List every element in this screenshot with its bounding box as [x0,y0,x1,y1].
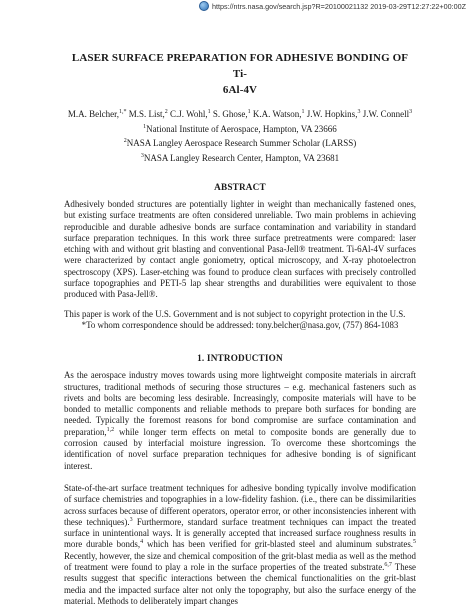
abstract-body: Adhesively bonded structures are potentially lighter in weight than mechanically fastened ones, but existing surface treatments are often considered unreliable. Two main problems in achieving reproducible and durable adhesive bonds are surface contamination and variability in standard surface preparation techniques. In this work three surface pretreatments were compared: laser etching with and without grit blasting and conventional Pasa-Jell® treatment. Ti-6Al-4V surfaces were characterized by contact angle goniometry, optical microscopy, and X-ray photoelectron spectroscopy (XPS). Laser-etching was found to produce clean surfaces with precisely controlled surface topographies and PETI-5 lap shear strengths and durabilities were equivalent to those produced with Pasa-Jell®. [64,199,416,300]
author-list [64,106,416,121]
title-line-1: LASER SURFACE PREPARATION FOR ADHESIVE BONDING OF Ti- [71,52,409,80]
author: C.J. Wohl,$^1$ [167,109,211,119]
paper-page [64,50,416,607]
author: M.A. Belcher,$^{1,*}$ [67,109,127,119]
intro-paragraph-2: State-of-the-art surface treatment techniques for adhesive bonding typically involve modification of surface chemistries and topographies in a low-fidelity fashion. (i.e., there can be dissimilarities across surfaces because of different operators, operator error, or other inconsistencies inherent with these techniques).$^3$ Furthermore, standard surface treatment techniques can impact the treated surface in unintentional ways. It is generally accepted that increased surface roughness results in more durable bonds,$^4$ which has been verified for grit-blasted steel and aluminum substrates.$^5$ Recently, however, the size and chemical composition of the grit-blast media as well as the method of treatment were found to play a role in the surface properties of the treated substrate.$^{6,7}$ These results suggest that specific interactions between the chemical functionalities on the grit-blast media and the impacted surface alter not only the topography, but also the surface energy of the material. Methods to deliberately impart changes [64,482,416,606]
government-notice: This paper is work of the U.S. Government and is not subject to copyright protection in the U.S. [64,308,406,319]
author: J.W. Connell$^3$ [360,109,413,119]
affiliation: $^2$NASA Langley Aerospace Research Summer Scholar (LARSS) [123,138,357,148]
globe-icon [199,1,209,11]
author: K.A. Watson,$^1$ [250,109,305,119]
author: J.W. Hopkins,$^3$ [304,109,361,119]
author: M.S. List,$^2$ [126,109,168,119]
author: S. Ghose,$^1$ [210,109,251,119]
affiliation: $^1$National Institute of Aerospace, Hampton, VA 23666 [143,123,337,134]
introduction-heading: 1. INTRODUCTION [197,353,283,364]
intro-paragraph-1: As the aerospace industry moves towards using more lightweight composite materials in aircraft structures, traditional methods of securing those structures – e.g. mechanical fasteners such as rivets and bolts are becoming less desirable. Increasingly, composite materials will have to be bonded to metallic components and reliable methods to prepare both surfaces for bonding are needed. Typically the foremost reasons for bond compromise are surface contamination and preparation,$^{1,2}$ while longer term effects on metal to composite bonds are generally due to corrosion caused by interfacial moisture ingression. To overcome these shortcomings the identification of novel surface preparation techniques for adhesive bonding is of significant interest. [64,370,416,471]
title-line-2: 6Al-4V [222,84,258,96]
url-text[interactable]: https://ntrs.nasa.gov/search.jsp?R=20100021132 2019-03-29T12:27:22+00:00Z [211,1,466,11]
correspondence-note: *To whom correspondence should be addressed: tony.belcher@nasa.gov, (757) 864-1083 [81,319,399,330]
affiliation: $^3$NASA Langley Research Center, Hampton, VA 23681 [140,152,340,163]
abstract-heading: ABSTRACT [214,182,266,192]
download-url-banner [199,0,466,12]
paper-title [64,50,416,98]
